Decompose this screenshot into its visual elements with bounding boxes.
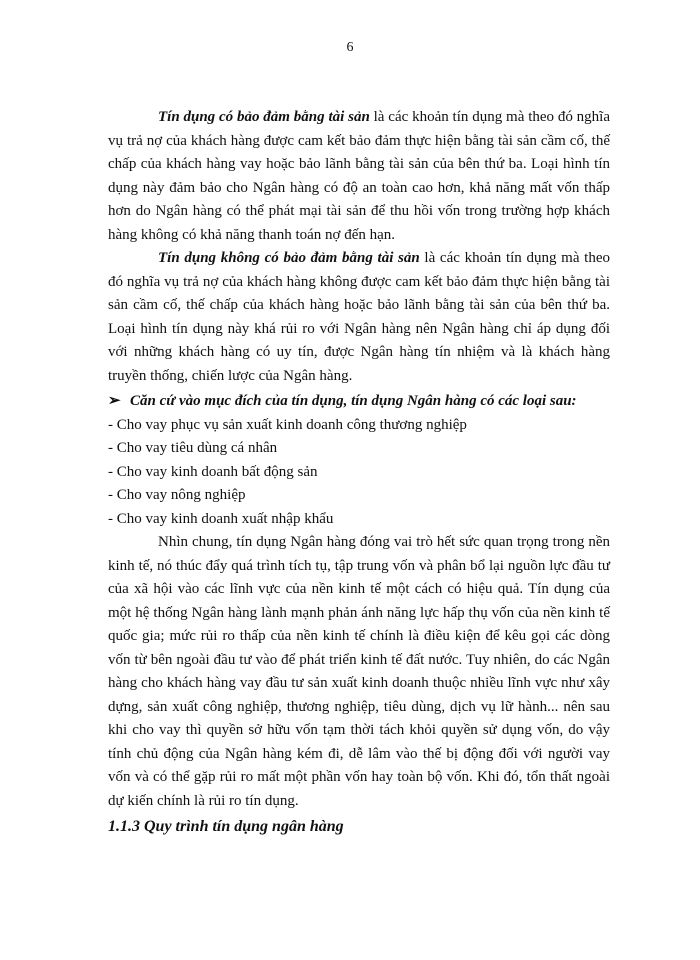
unsecured-credit-paragraph [108,247,610,388]
page-number: 6 [346,40,354,55]
list-item: - Cho vay kinh doanh xuất nhập khẩu [108,510,334,527]
unsecured-credit-text: là các khoản tín dụng mà theo đó nghĩa vụ trả nợ của khách hàng không được cam kết bảo đảm thực hiện bằng tài sản cầm cố, thế chấp của khách hàng hoặc bảo lãnh bằng tài sản của bên thứ ba. Loại hình tín dụng này khá rủi ro với Ngân hàng nên Ngân hàng chỉ áp dụng đối với những khách hàng có uy tín, được Ngân hàng tín nhiệm và là khách hàng truyền thống, chiến lược của Ngân hàng. [108,250,610,384]
list-item: - Cho vay tiêu dùng cá nhân [108,440,278,456]
purpose-criteria-text: Căn cứ vào mục đích của tín dụng, tín dụng Ngân hàng có các loại sau: [130,393,577,409]
conclusion-paragraph: Nhìn chung, tín dụng Ngân hàng đóng vai trò hết sức quan trọng trong nền kinh tế, nó thúc đẩy quá trình tích tụ, tập trung vốn và phân bổ lại nguồn lực đầu tư của xã hội vào các lĩnh vực của nền kinh tế một cách có hiệu quả. Tín dụng của một hệ thống Ngân hàng lành mạnh phản ánh năng lực hấp thụ vốn của nền kinh tế quốc gia; mức rủi ro thấp của nền kinh tế chính là điều kiện để kêu gọi các dòng vốn từ bên ngoài đầu tư vào để phát triển kinh tế đất nước. Tuy nhiên, do các Ngân hàng cho khách hàng vay đầu tư sản xuất kinh doanh thuộc nhiều lĩnh vực như xây dựng, sản xuất công nghiệp, thương nghiệp, tiêu dùng, dịch vụ lữ hành... nên sau khi cho vay thì quyền sở hữu vốn tạm thời tách khỏi quyền sử dụng vốn, do vậy tính chủ động của Ngân hàng kém đi, dễ lâm vào thế bị động đối với người vay vốn và có thể gặp rủi ro mất một phần vốn hay toàn bộ vốn. Khi đó, tổn thất ngoài dự kiến chính là rủi ro tín dụng. [108,534,610,809]
arrow-bullet-icon: ➢ [108,393,121,409]
section-heading: 1.1.3 Quy trình tín dụng ngân hàng [108,818,344,835]
body-text [108,106,610,839]
list-item: - Cho vay kinh doanh bất động sản [108,463,318,480]
purpose-criteria-heading [108,390,610,414]
secured-credit-paragraph [108,106,610,247]
secured-credit-term: Tín dụng có bảo đảm bằng tài sản [158,109,370,125]
secured-credit-text: là các khoản tín dụng mà theo đó nghĩa vụ trả nợ của khách hàng được cam kết bảo đảm thực hiện bằng tài sản cầm cố, thế chấp của khách hàng vay hoặc bảo lãnh bằng tài sản của bên thứ ba. Loại hình tín dụng này đảm bảo cho Ngân hàng có độ an toàn cao hơn, khả năng mất vốn thấp hơn do Ngân hàng có thể phát mại tài sản để thu hồi vốn trong trường hợp khách hàng không có khả năng thanh toán nợ đến hạn. [108,109,610,243]
list-item: - Cho vay nông nghiệp [108,487,246,503]
list-item: - Cho vay phục vụ sản xuất kinh doanh công thương nghiệp [108,416,467,433]
unsecured-credit-term: Tín dụng không có bảo đảm bằng tài sản [158,250,420,266]
loan-type-list [108,414,610,532]
